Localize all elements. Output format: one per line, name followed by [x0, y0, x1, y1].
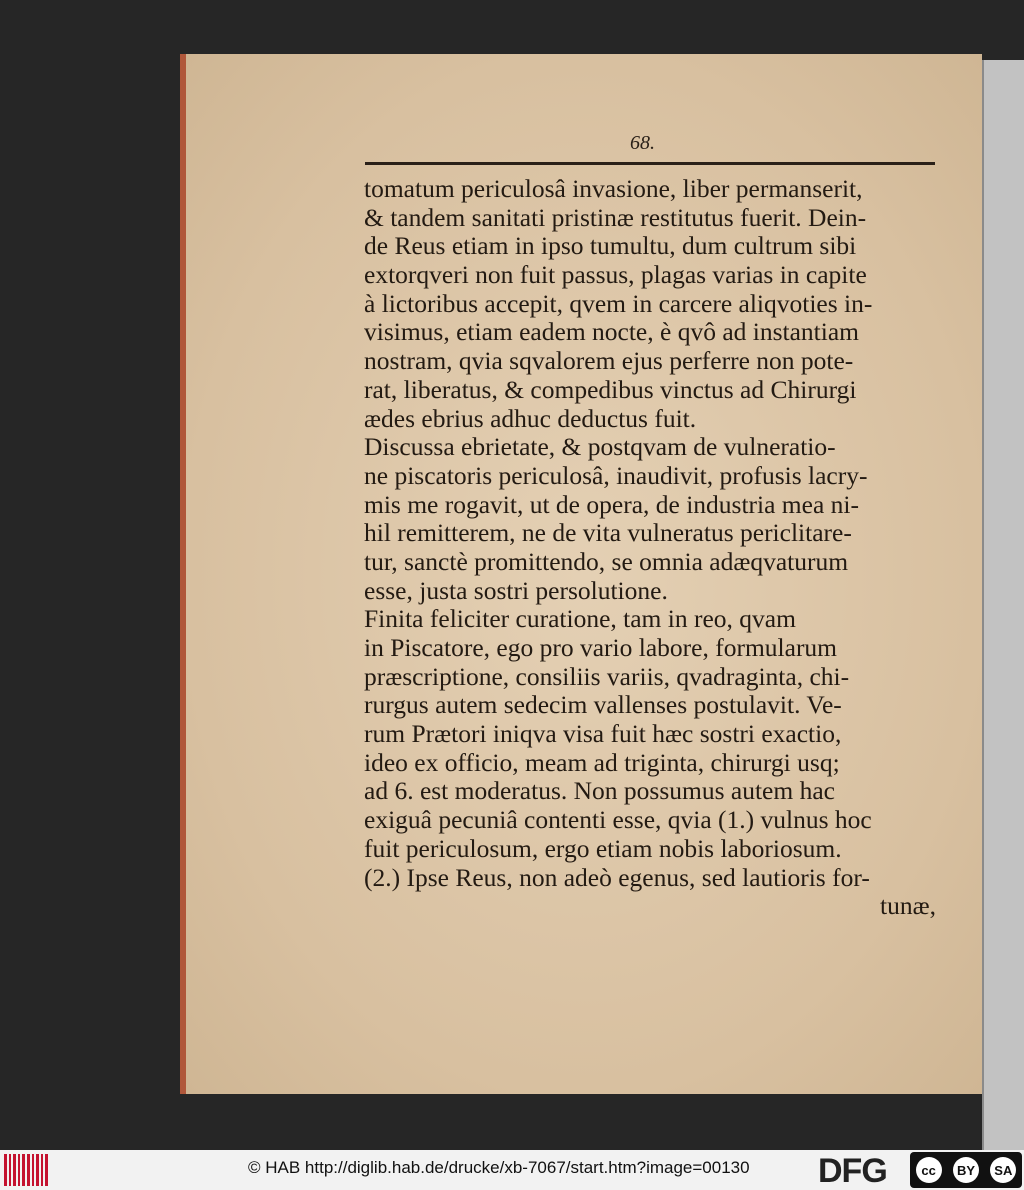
text-line: exiguâ pecuniâ contenti esse, qvia (1.) vulnus hoc	[364, 806, 872, 835]
cc-license-badge[interactable]	[910, 1152, 1022, 1188]
text-line: & tandem sanitati pristinæ restitutus fuerit. Dein-	[364, 203, 867, 232]
text-line: rurgus autem sedecim vallenses postulavit. Ve-	[364, 691, 842, 720]
text-line: ideo ex officio, meam ad triginta, chirurgi usq;	[364, 748, 840, 777]
text-line: de Reus etiam in ipso tumultu, dum cultrum sibi	[364, 232, 857, 261]
by-icon: BY	[953, 1157, 979, 1183]
text-line: tomatum periculosâ invasione, liber permanserit,	[364, 175, 863, 203]
text-line: extorqveri non fuit passus, plagas varias in capite	[364, 261, 867, 290]
text-line: Discussa ebrietate, & postqvam de vulneratio-	[364, 433, 836, 462]
page-number: 68.	[630, 132, 655, 154]
text-line: Finita feliciter curatione, tam in reo, qvam	[364, 605, 796, 634]
text-line: præscriptione, consiliis variis, qvadraginta, chi-	[364, 662, 850, 691]
text-line: hil remitterem, ne de vita vulneratus periclitare-	[364, 519, 852, 548]
text-line: esse, justa sostri persolutione.	[364, 576, 668, 605]
text-line: tur, sanctè promittendo, se omnia adæqvaturum	[364, 547, 849, 576]
text-line: rat, liberatus, & compedibus vinctus ad Chirurgi	[364, 375, 857, 404]
text-line: fuit periculosum, ergo etiam nobis laboriosum.	[364, 834, 842, 863]
text-line: rum Prætori iniqva visa fuit hæc sostri exactio,	[364, 720, 842, 749]
text-line: ædes ebrius adhuc deductus fuit.	[364, 404, 697, 433]
text-line: visimus, etiam eadem nocte, è qvô ad instantiam	[364, 318, 859, 347]
page-text	[364, 175, 936, 921]
source-link[interactable]: © HAB http://diglib.hab.de/drucke/xb-7067/start.htm?image=00130	[248, 1158, 750, 1177]
cc-icon: cc	[916, 1157, 942, 1183]
header-rule	[365, 162, 935, 165]
text-line: mis me rogavit, ut de opera, de industria mea ni-	[364, 490, 859, 519]
text-line: nostram, qvia sqvalorem ejus perferre non pote-	[364, 347, 854, 376]
text-line: ne piscatoris periculosâ, inaudivit, profusis lacry-	[364, 461, 868, 490]
next-page-edge	[982, 60, 1024, 1150]
text-line: (2.) Ipse Reus, non adeò egenus, sed lautioris for-	[364, 863, 870, 892]
sa-icon: SA	[990, 1157, 1016, 1183]
text-line: à lictoribus accepit, qvem in carcere aliqvoties in-	[364, 289, 873, 318]
text-line: ad 6. est moderatus. Non possumus autem hac	[364, 777, 835, 806]
catchword: tunæ,	[880, 892, 936, 921]
dfg-logo: DFG	[818, 1152, 887, 1190]
text-line: in Piscatore, ego pro vario labore, formularum	[364, 634, 838, 662]
hab-logo-icon	[4, 1154, 48, 1186]
